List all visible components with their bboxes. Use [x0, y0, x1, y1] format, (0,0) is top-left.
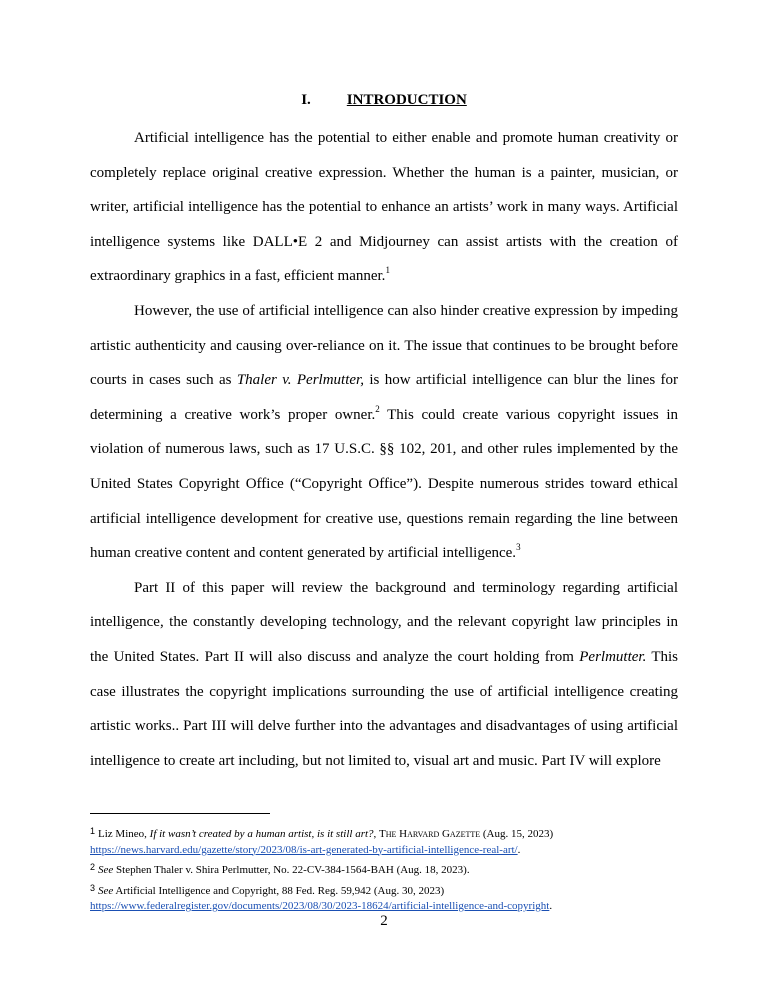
footnote-1-separator: ,: [373, 828, 380, 840]
paragraph-2-text-a: However, the use of artificial intelligence can also hinder creative expression by impeding artistic authenticity and causing over-reliance on it. The issue that continues to be brought before courts in cases such as: [90, 302, 678, 389]
footnote-3-end: .: [549, 900, 553, 912]
footnote-1-mark: 1: [90, 826, 96, 836]
paragraph-3: [90, 571, 678, 779]
footnote-1-link[interactable]: https://news.harvard.edu/gazette/story/2023/08/is-art-generated-by-artificial-intelligence-real-art/: [90, 843, 518, 856]
footnote-2-text: Stephen Thaler v. Shira Perlmutter, No. 22-CV-384-1564-BAH (Aug. 18, 2023).: [113, 864, 470, 876]
footnote-2-mark: 2: [90, 862, 96, 872]
footnote-3-signal: See: [98, 884, 114, 897]
footnote-ref-3[interactable]: 3: [516, 542, 521, 553]
footnote-3-link[interactable]: https://www.federalregister.gov/documents/2023/08/30/2023-18624/artificial-intelligence-and-copyright: [90, 900, 550, 912]
footnote-ref-2[interactable]: 2: [375, 403, 380, 414]
footnote-3-text: Artificial Intelligence and Copyright, 88 Fed. Reg. 59,942 (Aug. 30, 2023): [113, 884, 445, 897]
footnote-3: [90, 881, 690, 915]
section-heading: [0, 90, 768, 110]
paragraph-3-text-a: Part II of this paper will review the background and terminology regarding artificial intelligence, the constantly developing technology, and the relevant copyright law principles in the United States. Part II will also discuss and analyze the court holding from: [90, 579, 678, 665]
paragraph-1: [90, 121, 678, 294]
paragraph-3-text-b: This case illustrates the copyright implications surrounding the use of artificial intelligence creating artistic works.. Part III will delve further into the advantages and disadvantages of using artificial intelligence to create art including, but not limited to, visual art and music. Part IV will explore: [90, 648, 679, 769]
paragraph-2: [90, 294, 678, 571]
footnote-1: [90, 824, 690, 858]
footnote-1-end: .: [517, 843, 521, 856]
footnote-3-mark: 3: [90, 882, 96, 893]
paragraph-2-text-b: is how artificial intelligence can blur the lines for determining a creative work’s proper owner.: [90, 372, 679, 423]
section-title: INTRODUCTION: [346, 92, 467, 108]
footnote-1-author: Liz Mineo,: [98, 828, 150, 840]
case-name-perlmutter: Perlmutter.: [579, 648, 647, 665]
footnotes: [90, 824, 690, 917]
footnote-1-date: (Aug. 15, 2023): [480, 828, 554, 840]
case-name-thaler: Thaler v. Perlmutter,: [236, 372, 364, 389]
page-number: 2: [380, 913, 388, 929]
footnote-2-signal: See: [98, 864, 114, 876]
paragraph-2-text-c: This could create various copyright issues in violation of numerous laws, such as 17 U.S.C. §§ 102, 201, and other rules implemented by the United States Copyright Office (“Copyright Office”). Despite numerous strides toward ethical artificial intelligence development for creative use, questions remain regarding the line between human creative content and content generated by artificial intelligence.: [90, 406, 678, 562]
footnote-1-journal: The Harvard Gazette: [379, 828, 481, 840]
paragraph-1-text: Artificial intelligence has the potential to either enable and promote human creativity or completely replace original creative expression. Whether the human is a painter, musician, or writer, artificial intelligence has the potential to enhance an artists’ work in many ways. Artificial intelligence systems like DALL•E 2 and Midjourney can assist artists with the creation of extraordinary graphics in a fast, efficient manner.: [90, 130, 678, 285]
section-number: I.: [301, 92, 311, 108]
body-text: [90, 121, 678, 778]
footnote-2: [90, 860, 690, 879]
footnote-ref-1[interactable]: 1: [385, 265, 390, 276]
footnote-1-title: If it wasn’t created by a human artist, is it still art?: [149, 828, 374, 840]
footnote-divider: [90, 813, 270, 814]
